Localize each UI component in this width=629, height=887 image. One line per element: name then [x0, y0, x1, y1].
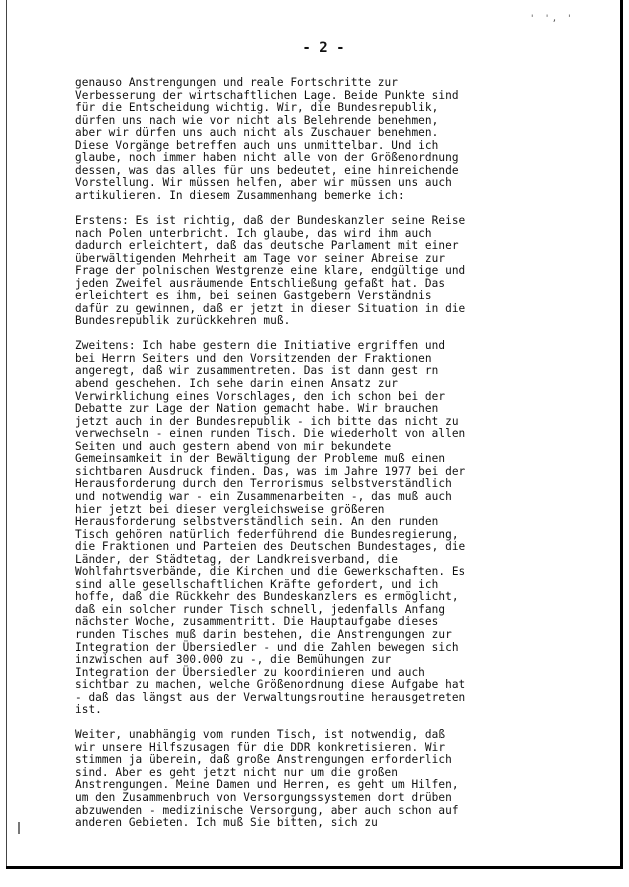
text-line: sichtbar zu machen, welche Größenordnung diese Aufgabe hat: [75, 678, 466, 692]
paragraph: [75, 77, 515, 202]
text-line: jeden Zweifel ausräumende Entschließung gefaßt hat. Das: [75, 276, 446, 290]
text-line: Weiter, unabhängig vom runden Tisch, ist notwendig, daß: [75, 728, 446, 742]
text-line: Diese Vorgänge betreffen auch uns unmittelbar. Und ich: [75, 138, 439, 152]
margin-speck: [18, 822, 20, 834]
text-line: stimmen ja überein, daß große Anstrengungen erforderlich: [75, 753, 452, 767]
text-line: hoffe, daß die Rückkehr des Bundeskanzlers es ermöglicht,: [75, 590, 459, 604]
text-line: Wohlfahrtsverbände, die Kirchen und die Gewerkschaften. Es: [75, 565, 466, 579]
text-line: nach Polen unterbricht. Ich glaube, das wird ihm auch: [75, 226, 432, 240]
text-line: dessen, was das alles für uns bedeutet, eine hinreichende: [75, 163, 459, 177]
text-line: hier jetzt bei dieser vergleichsweise größeren: [75, 502, 385, 516]
text-line: überwältigenden Mehrheit am Tage vor seiner Abreise zur: [75, 251, 446, 265]
text-line: die Fraktionen und Parteien des Deutschen Bundestages, die: [75, 540, 466, 554]
text-line: dadurch erleichtert, daß das deutsche Parlament mit einer: [75, 239, 459, 253]
text-line: dürfen uns nach wie vor nicht als Belehrende benehmen,: [75, 113, 439, 127]
text-line: jetzt auch in der Bundesrepublik - ich bitte das nicht zu: [75, 414, 459, 428]
text-line: angeregt, daß wir zusammentreten. Das ist dann gest rn: [75, 364, 439, 378]
page-edge: [6, 0, 7, 866]
text-line: runden Tisches muß darin bestehen, die Anstrengungen zur: [75, 627, 452, 641]
text-line: für die Entscheidung wichtig. Wir, die Bundesrepublik,: [75, 101, 439, 115]
text-line: sind alle gesellschaftlichen Kräfte gefordert, und ich: [75, 577, 439, 591]
text-line: - daß das längst aus der Verwaltungsroutine herausgetreten: [75, 690, 466, 704]
text-line: abend geschehen. Ich sehe darin einen Ansatz zur: [75, 377, 398, 391]
text-line: Integration der Übersiedler zu koordinieren und auch: [75, 665, 425, 679]
text-line: erleichtert es ihm, bei seinen Gastgebern Verständnis: [75, 289, 432, 303]
text-line: sichtbaren Ausdruck finden. Das, was im Jahre 1977 bei der: [75, 464, 466, 478]
document-body: [75, 77, 515, 842]
text-line: nächster Woche, zusammentritt. Die Hauptaufgabe dieses: [75, 615, 439, 629]
text-line: um den Zusammenbruch von Versorgungssystemen dort drüben: [75, 791, 452, 805]
text-line: Vorstellung. Wir müssen helfen, aber wir müssen uns auch: [75, 176, 452, 190]
text-line: daß ein solcher runder Tisch schnell, jedenfalls Anfang: [75, 602, 446, 616]
text-line: glaube, noch immer haben nicht alle von der Größenordnung: [75, 151, 459, 165]
text-line: Herausforderung durch den Terrorismus selbstverständlich: [75, 477, 452, 491]
text-line: Frage der polnischen Westgrenze eine klare, endgültige und: [75, 264, 466, 278]
text-line: Verwirklichung eines Vorschlages, den ich schon bei der: [75, 389, 446, 403]
text-line: Verbesserung der wirtschaftlichen Lage. Beide Punkte sind: [75, 88, 459, 102]
text-line: Tisch gehören natürlich federführend die Bundesregierung,: [75, 527, 459, 541]
text-line: wir unsere Hilfszusagen für die DDR konkretisieren. Wir: [75, 740, 446, 754]
text-line: Seiten und auch gestern abend von mir bekundete: [75, 439, 392, 453]
text-line: und notwendig war - ein Zusammenarbeiten -, das muß auch: [75, 489, 452, 503]
paragraph: [75, 729, 515, 829]
text-line: Bundesrepublik zurückkehren muß.: [75, 314, 291, 328]
text-line: verwechseln - einen runden Tisch. Die wiederholt von allen: [75, 427, 466, 441]
text-line: Debatte zur Lage der Nation gemacht habe. Wir brauchen: [75, 402, 439, 416]
text-line: Herausforderung selbstverständlich sein. An den runden: [75, 515, 439, 529]
page-number: - 2 -: [302, 40, 345, 56]
text-line: anderen Gebieten. Ich muß Sie bitten, sich zu: [75, 816, 378, 830]
text-line: Integration der Übersiedler - und die Zahlen bewegen sich: [75, 640, 459, 654]
text-line: abzuwenden - medizinische Versorgung, aber auch schon auf: [75, 803, 459, 817]
text-line: artikulieren. In diesem Zusammenhang bemerke ich:: [75, 188, 405, 202]
text-line: Länder, der Städtetag, der Landkreisverband, die: [75, 552, 398, 566]
scan-marks: ' ', ': [529, 14, 574, 24]
text-line: inzwischen auf 300.000 zu -, die Bemühungen zur: [75, 653, 392, 667]
text-line: Zweitens: Ich habe gestern die Initiative ergriffen und: [75, 339, 446, 353]
text-line: Gemeinsamkeit in der Bewältigung der Probleme muß einen: [75, 452, 446, 466]
paragraph: [75, 340, 515, 716]
text-line: aber wir dürfen uns auch nicht als Zuschauer benehmen.: [75, 126, 439, 140]
text-line: Erstens: Es ist richtig, daß der Bundeskanzler seine Reise: [75, 213, 466, 227]
text-line: genauso Anstrengungen und reale Fortschritte zur: [75, 76, 398, 89]
text-line: dafür zu gewinnen, daß er jetzt in dieser Situation in die: [75, 301, 466, 315]
text-line: bei Herrn Seiters und den Vorsitzenden der Fraktionen: [75, 351, 432, 365]
text-line: sind. Aber es geht jetzt nicht nur um die großen: [75, 765, 398, 779]
paragraph: [75, 215, 515, 328]
text-line: ist.: [75, 703, 102, 717]
text-line: Anstrengungen. Meine Damen und Herren, es geht um Hilfen,: [75, 778, 459, 792]
